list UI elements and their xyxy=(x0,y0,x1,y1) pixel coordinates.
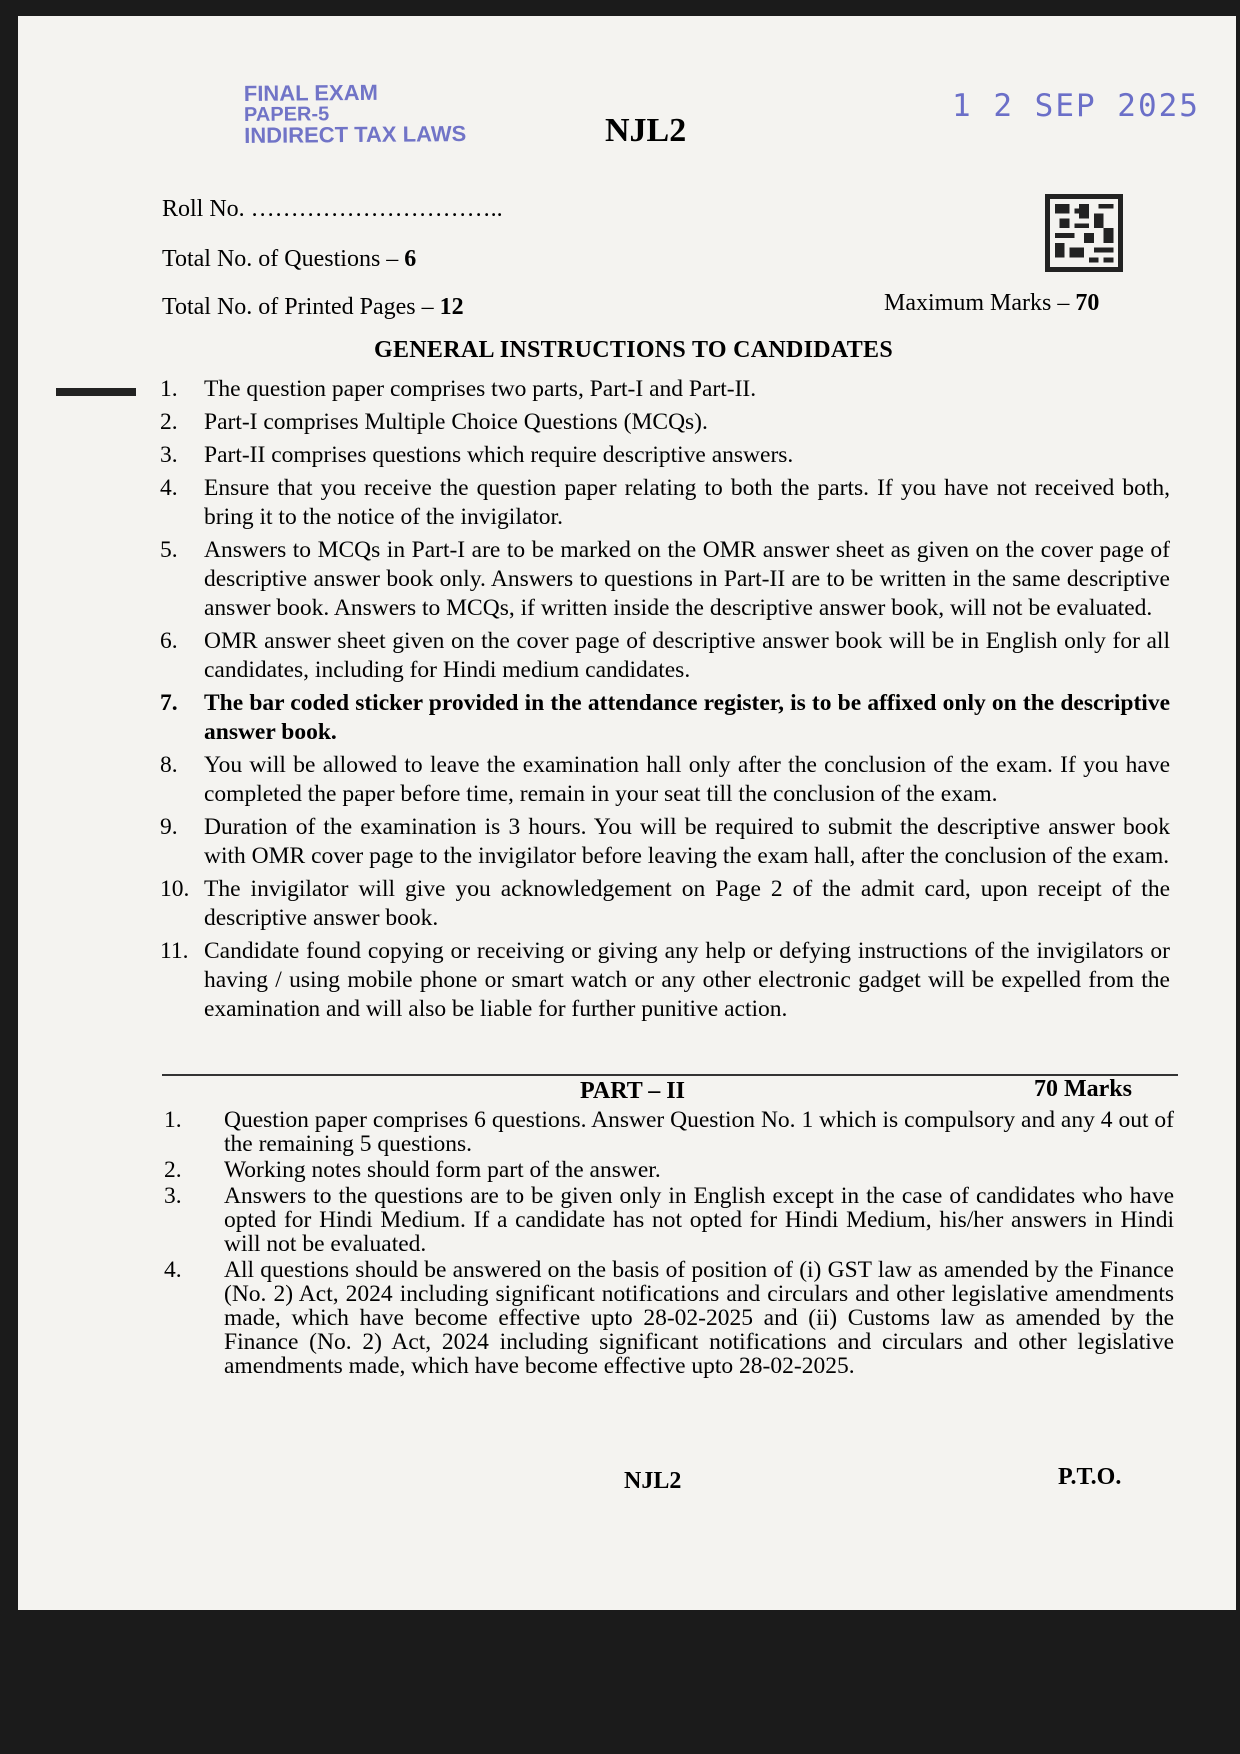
total-questions xyxy=(162,246,416,273)
instruction-number: 8. xyxy=(160,752,178,778)
instruction-text: Part-I comprises Multiple Choice Questions (MCQs). xyxy=(204,409,708,435)
instruction-item xyxy=(160,536,1170,623)
paper-code: NJL2 xyxy=(605,112,687,149)
instruction-item xyxy=(160,751,1170,809)
roll-number-field: Roll No. ………………………….. xyxy=(162,196,503,222)
part-instruction-item xyxy=(164,1158,1174,1182)
instruction-item xyxy=(160,875,1170,933)
part-instruction-item xyxy=(164,1184,1174,1256)
instruction-text: Candidate found copying or receiving or giving any help or defying instructions of the invigilators or having / using mobile phone or smart watch or any other electronic gadget will be expelled from the examination and will also be liable for further punitive action. xyxy=(204,938,1170,1022)
instruction-item xyxy=(160,627,1170,685)
part-instruction-number: 4. xyxy=(164,1257,182,1283)
general-instructions-heading: GENERAL INSTRUCTIONS TO CANDIDATES xyxy=(374,337,894,363)
instruction-number: 5. xyxy=(160,537,178,563)
instruction-text: The bar coded sticker provided in the attendance register, is to be affixed only on the descriptive answer book. xyxy=(204,690,1170,745)
maximum-marks-value: 70 xyxy=(1075,290,1100,316)
instruction-number: 10. xyxy=(160,876,190,902)
part-instruction-item xyxy=(164,1108,1174,1156)
instruction-text: The question paper comprises two parts, Part-I and Part-II. xyxy=(204,376,757,402)
qr-code-icon xyxy=(1045,194,1123,272)
instruction-item xyxy=(160,937,1170,1024)
instruction-text: OMR answer sheet given on the cover page of descriptive answer book will be in English only for all candidates, including for Hindi medium candidates. xyxy=(204,628,1170,683)
part-title: PART – II xyxy=(580,1078,685,1104)
instruction-item xyxy=(160,474,1170,532)
part-marks: 70 Marks xyxy=(1034,1076,1132,1102)
total-pages-label: Total No. of Printed Pages – xyxy=(162,294,434,320)
part-instruction-text: Question paper comprises 6 questions. Answer Question No. 1 which is compulsory and any 4 out of the remaining 5 questions. xyxy=(224,1107,1174,1157)
footer-paper-code: NJL2 xyxy=(624,1468,682,1494)
part-instructions-list xyxy=(164,1108,1174,1380)
maximum-marks-label: Maximum Marks – xyxy=(884,290,1070,316)
date-stamp: 1 2 SEP 2025 xyxy=(952,88,1200,124)
instruction-text: The invigilator will give you acknowledgement on Page 2 of the admit card, upon receipt of the descriptive answer book. xyxy=(204,876,1170,931)
part-instruction-text: Working notes should form part of the answer. xyxy=(224,1157,661,1183)
instruction-item xyxy=(160,375,1170,404)
section-divider xyxy=(162,1074,1178,1076)
part-instruction-number: 1. xyxy=(164,1107,182,1133)
instruction-number: 11. xyxy=(160,938,189,964)
maximum-marks xyxy=(884,290,1099,317)
instruction-item xyxy=(160,408,1170,437)
instruction-number: 9. xyxy=(160,814,178,840)
instruction-text: Duration of the examination is 3 hours. You will be required to submit the descriptive answer book with OMR cover page to the invigilator before leaving the exam hall, after the conclusion of the exam. xyxy=(204,814,1170,869)
stamp-line-1: FINAL EXAM xyxy=(243,79,378,106)
instruction-text: Answers to MCQs in Part-I are to be marked on the OMR answer sheet as given on the cover page of descriptive answer book only. Answers to questions in Part-II are to be written in the same descriptive answer book. Answers to MCQs, if written inside the descriptive answer book, will not be evaluated. xyxy=(204,537,1170,621)
instruction-number: 2. xyxy=(160,409,178,435)
part-instruction-number: 2. xyxy=(164,1157,182,1183)
margin-mark xyxy=(56,388,136,396)
part-instruction-text: Answers to the questions are to be given only in English except in the case of candidates who have opted for Hindi Medium. If a candidate has not opted for Hindi Medium, his/her answers in Hindi will not be evaluated. xyxy=(224,1183,1174,1257)
total-questions-label: Total No. of Questions – xyxy=(162,246,399,272)
instruction-number: 7. xyxy=(160,690,178,716)
total-questions-value: 6 xyxy=(404,246,417,272)
instruction-text: You will be allowed to leave the examination hall only after the conclusion of the exam. If you have completed the paper before time, remain in your seat till the conclusion of the exam. xyxy=(204,752,1170,807)
part-instruction-number: 3. xyxy=(164,1183,182,1209)
instruction-text: Ensure that you receive the question paper relating to both the parts. If you have not received both, bring it to the notice of the invigilator. xyxy=(204,475,1170,530)
instruction-number: 4. xyxy=(160,475,178,501)
general-instructions-list xyxy=(160,375,1170,1028)
instruction-number: 6. xyxy=(160,628,178,654)
please-turn-over: P.T.O. xyxy=(1058,1464,1122,1490)
instruction-item xyxy=(160,689,1170,747)
instruction-number: 1. xyxy=(160,376,178,402)
instruction-item xyxy=(160,441,1170,470)
total-pages xyxy=(162,294,464,321)
stamp-line-2: PAPER-5 xyxy=(243,103,330,126)
stamp-line-3: INDIRECT TAX LAWS xyxy=(244,121,467,148)
total-pages-value: 12 xyxy=(439,294,464,320)
part-instruction-text: All questions should be answered on the basis of position of (i) GST law as amended by the Finance (No. 2) Act, 2024 including significant notifications and circulars and other legislative amendments made, which have become effective upto 28-02-2025 and (ii) Customs law as amended by the Finance (No. 2) Act, 2024 including significant notifications and circulars and other legislative amendments made, which have become effective upto 28-02-2025. xyxy=(224,1257,1174,1379)
instruction-number: 3. xyxy=(160,442,178,468)
instruction-item xyxy=(160,813,1170,871)
part-instruction-item xyxy=(164,1258,1174,1378)
exam-stamp xyxy=(244,81,467,147)
instruction-text: Part-II comprises questions which require descriptive answers. xyxy=(204,442,794,468)
